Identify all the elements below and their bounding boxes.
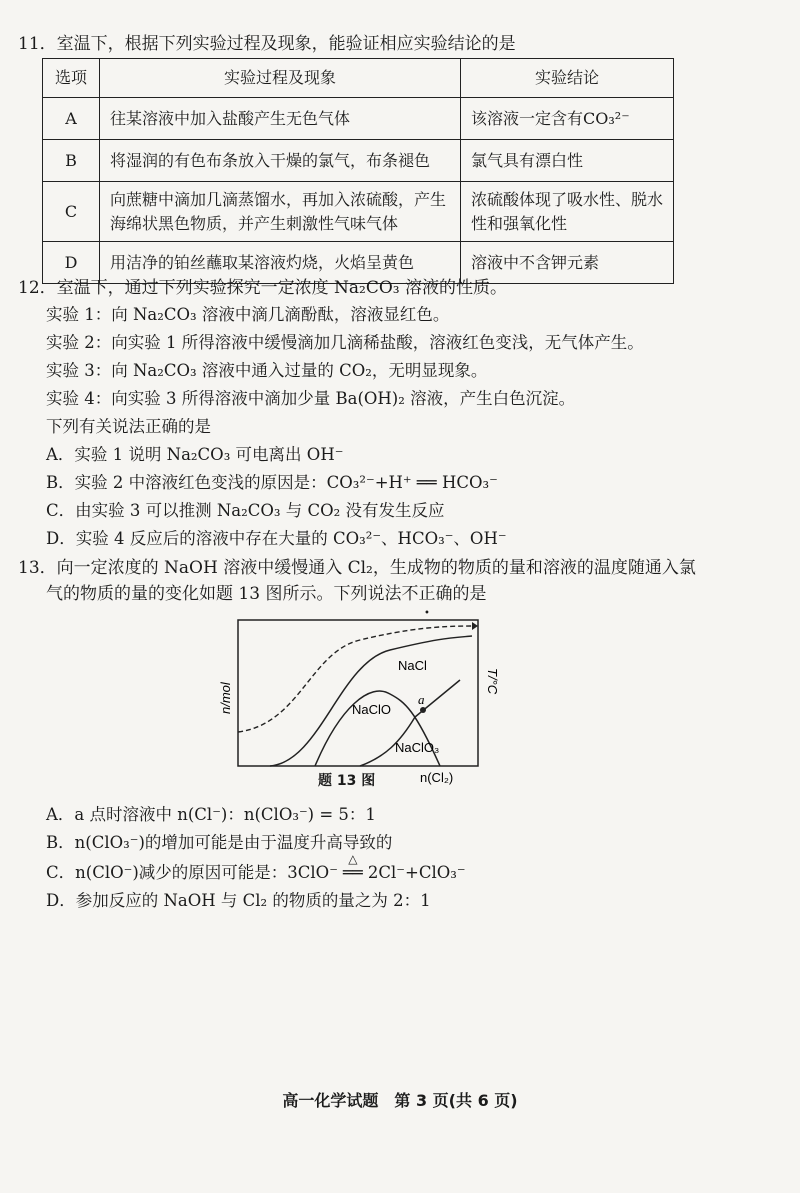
y-axis-label: n/mol xyxy=(218,682,233,714)
label-point-a: a xyxy=(418,692,425,707)
table-header-row xyxy=(43,59,674,98)
row-conclusion: 该溶液一定含有CO₃²⁻ xyxy=(461,98,674,140)
page-footer: 高一化学试题 第 3 页(共 6 页) xyxy=(282,1091,518,1110)
heat-triangle-icon: △ xyxy=(348,852,358,866)
heat-arrow xyxy=(338,852,368,886)
q12-option-d: D．实验 4 反应后的溶液中存在大量的 CO₃²⁻、HCO₃⁻、OH⁻ xyxy=(46,529,507,548)
q11-stem: 11．室温下，根据下列实验过程及现象，能验证相应实验结论的是 xyxy=(18,34,516,54)
label-NaCl: NaCl xyxy=(398,658,427,673)
q13-stem-line2 xyxy=(46,580,486,608)
q13-option-c-post: 2Cl⁻+ClO₃⁻ xyxy=(367,863,466,882)
q13-option-b: B．n(ClO₃⁻)的增加可能是由于温度升高导致的 xyxy=(46,833,393,852)
q12-exp3: 实验 3：向 Na₂CO₃ 溶液中通入过量的 CO₂，无明显现象。 xyxy=(46,361,488,380)
header-option: 选项 xyxy=(43,59,100,98)
header-conclusion: 实验结论 xyxy=(461,59,674,98)
label-NaClO3: NaClO₃ xyxy=(395,740,440,755)
row-option: D xyxy=(43,242,100,284)
q13-option-a: A．a 点时溶液中 n(Cl⁻)：n(ClO₃⁻) = 5：1 xyxy=(46,805,376,824)
row-option: B xyxy=(43,140,100,182)
q13-stem-emphasis: 不正确 xyxy=(401,584,453,604)
q12-option-c: C．由实验 3 可以推测 Na₂CO₃ 与 CO₂ 没有发生反应 xyxy=(46,501,445,520)
chart-frame xyxy=(238,620,478,766)
point-a xyxy=(420,707,426,713)
q12-option-a: A．实验 1 说明 Na₂CO₃ 可电离出 OH⁻ xyxy=(46,445,344,464)
q12-exp4: 实验 4：向实验 3 所得溶液中滴加少量 Ba(OH)₂ 溶液，产生白色沉淀。 xyxy=(46,389,576,408)
header-process: 实验过程及现象 xyxy=(100,59,461,98)
row-process: 将湿润的有色布条放入干燥的氯气，布条褪色 xyxy=(100,140,461,182)
row-process: 用洁净的铂丝蘸取某溶液灼烧，火焰呈黄色 xyxy=(100,242,461,284)
table-row xyxy=(43,98,674,140)
row-conclusion: 浓硫酸体现了吸水性、脱水性和强氧化性 xyxy=(461,182,674,242)
q13-stem-pre: 气的物质的量的变化如题 13 图所示。下列说法 xyxy=(46,584,402,604)
y2-axis-label: T/°C xyxy=(485,668,500,695)
row-option: A xyxy=(43,98,100,140)
temperature-arrowhead xyxy=(472,622,478,630)
q13-option-c-pre: C．n(ClO⁻)减少的原因可能是：3ClO⁻ xyxy=(46,863,338,882)
q13-stem-post: 的是 xyxy=(452,584,487,604)
row-process: 向蔗糖中滴加几滴蒸馏水，再加入浓硫酸，产生海绵状黑色物质，并产生刺激性气味气体 xyxy=(100,182,461,242)
q12-exp1: 实验 1：向 Na₂CO₃ 溶液中滴几滴酚酞，溶液显红色。 xyxy=(46,305,450,324)
x-axis-label: n(Cl₂) xyxy=(420,770,454,785)
q12-ask: 下列有关说法正确的是 xyxy=(46,417,211,436)
table-row xyxy=(43,182,674,242)
q13-option-d: D．参加反应的 NaOH 与 Cl₂ 的物质的量之为 2：1 xyxy=(46,891,431,910)
q11-table xyxy=(42,58,674,284)
row-process: 往某溶液中加入盐酸产生无色气体 xyxy=(100,98,461,140)
row-conclusion: 溶液中不含钾元素 xyxy=(461,242,674,284)
q13-chart xyxy=(210,612,510,787)
table-row xyxy=(43,140,674,182)
q12-stem: 12．室温下，通过下列实验探究一定浓度 Na₂CO₃ 溶液的性质。 xyxy=(18,278,508,298)
label-NaClO: NaClO xyxy=(352,702,392,717)
q12-option-b: B．实验 2 中溶液红色变浅的原因是：CO₃²⁻+H⁺ ══ HCO₃⁻ xyxy=(46,473,498,492)
row-option: C xyxy=(43,182,100,242)
q12-exp2: 实验 2：向实验 1 所得溶液中缓慢滴加几滴稀盐酸，溶液红色变浅，无气体产生。 xyxy=(46,333,644,352)
q13-stem-line1: 13．向一定浓度的 NaOH 溶液中缓慢通入 Cl₂，生成物的物质的量和溶液的温度随通入氯 xyxy=(18,558,696,578)
equals-arrow: ══ xyxy=(342,863,363,882)
chart-caption: 题 13 图 xyxy=(318,773,376,789)
row-conclusion: 氯气具有漂白性 xyxy=(461,140,674,182)
series-NaCl xyxy=(270,636,472,766)
q13-option-c xyxy=(46,852,466,886)
